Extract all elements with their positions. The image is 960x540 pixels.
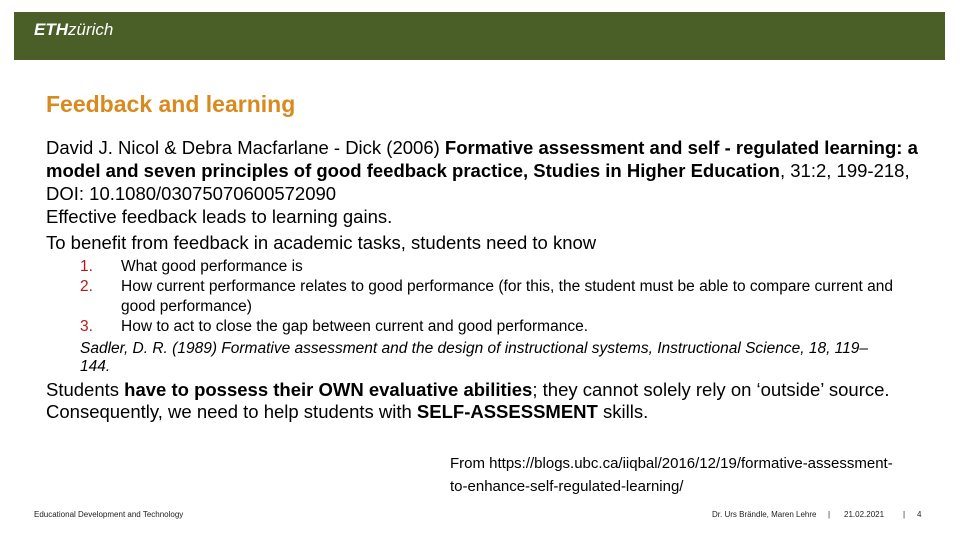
footer-separator: | [903, 510, 906, 519]
reference-authors: David J. Nicol & Debra Macfarlane - Dick (2006) [46, 137, 445, 158]
list-text: How to act to close the gap between current and good performance. [121, 318, 589, 335]
list-number: 1. [80, 258, 93, 275]
list-item [80, 277, 920, 317]
intro-text: To benefit from feedback in academic tasks, students need to know [46, 232, 597, 253]
header-bar [14, 12, 945, 60]
list-item [80, 317, 920, 337]
footer-department: Educational Development and Technology [34, 510, 184, 519]
eth-zurich-logo [34, 20, 113, 40]
reference-paragraph [46, 136, 936, 205]
list-text: How current performance relates to good performance (for this, the student must be able to compare current and good performance) [121, 278, 893, 315]
footer-separator: | [828, 510, 831, 519]
list-text: What good performance is [121, 258, 303, 275]
conclusion-emphasis: have to possess their OWN evaluative abilities [124, 379, 533, 400]
list-item [80, 257, 920, 277]
conclusion-paragraph [46, 379, 906, 423]
footer-date: 21.02.2021 [844, 510, 885, 519]
slide-title: Feedback and learning [46, 91, 296, 117]
footer-page-number: 4 [917, 510, 922, 519]
conclusion-part1: Students [46, 379, 125, 400]
self-assessment-emphasis: SELF-ASSESSMENT [416, 401, 598, 422]
reference-title: Formative assessment and self - regulated learning: a model and seven principles of good feedback practice, Studies in Higher Education [46, 137, 918, 181]
conclusion-part3: skills. [597, 401, 649, 422]
list-number: 3. [80, 318, 93, 335]
reference-details: , 31:2, 199-218, DOI: 10.1080/03075070600572090 [46, 160, 910, 204]
logo-eth: ETH [34, 20, 68, 39]
source-link[interactable]: From https://blogs.ubc.ca/iiqbal/2016/12/19/formative-assessment-to-enhance-self-regulated-learning/ [450, 455, 893, 495]
numbered-list [80, 257, 920, 337]
statement-text: Effective feedback leads to learning gains. [46, 206, 393, 227]
conclusion-part2: ; they cannot solely rely on ‘outside’ source. Consequently, we need to help students with [46, 379, 890, 422]
sadler-citation: Sadler, D. R. (1989) Formative assessment and the design of instructional systems, Instructional Science, 18, 119–144. [80, 340, 869, 375]
footer-authors: Dr. Urs Brändle, Maren Lehre [712, 510, 817, 519]
list-number: 2. [80, 278, 93, 295]
logo-zurich: zürich [68, 20, 114, 39]
